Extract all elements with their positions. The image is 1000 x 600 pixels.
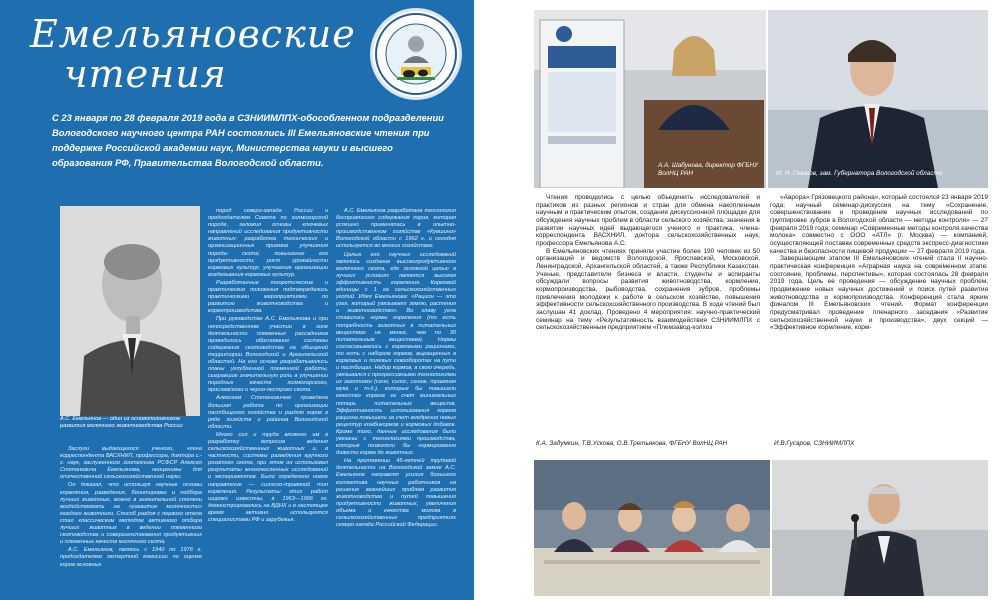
- photo-gusarov-image: [772, 460, 988, 596]
- left-col2-paragraph: Алексеем Степановичем проведена большая работа по организации пастбищного хозяйства и раздою коров в ряде хозяйств и районов Вологодской области.: [208, 395, 328, 430]
- photo-glazkov: [768, 10, 988, 188]
- left-col2-paragraph: Разработанные теоретические и практические положения подтверждались практическими мероприятиями по развитию животноводства и кормопроизводства.: [208, 279, 328, 315]
- photo-presidium: [534, 460, 770, 596]
- portrait-photo: [60, 206, 200, 416]
- lead-text: С 23 января по 28 февраля 2019 года в СЗНИИМЛПХ-обособленном подразделении Вологодского научного центра РАН состоялись III Емельяновские чтения при поддержке Российской академии наук, Министерства науки и высшего образования РФ, Правительства Вологодской области.: [52, 112, 444, 168]
- right-col2-paragraph: Завершающим этапом III Емельяновских чтений стала II научно-практическая конференция «Аграрная наука на современном этапе: состояние, проблемы, перспективы», которая состоялась 28 февраля 2019 года. Цель ее проведения — обсуждение научных проблем, продвижение новых научных достижений и поиск путей развития животноводства и кормопроизводства. Конференция стала ярким финалом III Емельяновских чтений. Формат конференции предусматривал проведение пленарного заседания «Развитие сельскохозяйственной науки и производства», двух секций — «Эффективное кормление, корм-: [770, 255, 988, 332]
- left-col2-paragraph: Много сил и труда вложено им в разработку вопросов ведения сельскохозяйственных животных и, в частности, системы разведения крупного рогатого скота, при этом он использовал результаты многочисленных исследований и экспериментов. Было определено новое направление — силосно-травяной тип кормления. Результаты этих работ широко известны, в 1963—1966 гг. демонстрировались на ВДНХ и в настоящее время активно используются специалистами РФ и зарубежья.: [208, 431, 328, 524]
- right-col2-paragraph: «Аврора» Грязовецкого района», который состоялся 23 января 2019 года; научный семинар-дискуссия на тему «Сохранение, совершенствование и проведение научных исследований по группировке зубров в Вологодской области — методы контроля» — 27 февраля 2019 года; семинар «Современные методы контроля качества молока» совместно с ООО «АТЛ» (г. Москва) — компанией, осуществляющей поставки современных средств экспресс-диагностики качества и безопасности пищевой продукции — 27 февраля 2019 года.: [770, 194, 988, 255]
- left-page: [0, 0, 474, 600]
- right-column-2: [770, 194, 988, 438]
- left-column-3: [336, 208, 456, 598]
- photo-presidium-image: [534, 460, 770, 596]
- photo-shabunova: [534, 10, 766, 188]
- photo-presidium-caption: К.А. Задумкин, Т.В.Ускова, О.В.Третьякова, ФГБНУ ВолНЦ РАН: [536, 440, 728, 447]
- lead-paragraph: [52, 110, 444, 170]
- left-column-2: [208, 208, 328, 598]
- institute-logo: [370, 8, 462, 100]
- left-col3-paragraph: Целью его научных исследований являлось создание высокопродуктивного молочного скота, где основной целью в лучших условиях является высокая эффективность кормления. Кормовой единицы с 1 га сельскохозяйственных угодий. Идея Емельянова: «Рацион — это узел, который увязывает землю, растения и животноводство». Во главу угла ставились нормы кормления (то есть потребность животных в питательных веществах не менее, чем по 30 питательным веществам). Нормы согласовывались с кормовыми рационами, то есть с набором кормов, выращенных в кормовых и полевых севооборотах на пути и пастбищах. Набор кормов, в свою очередь, увязывался с прогрессивными технологиями их заготовки (сено, силос, сенаж, травяная мука и т.д.), которые бы повышали качество кормов за счет минимальных потерь питательных веществ. Эффективность использования кормов рациона повышали за счет внедрения новых рецептур комбикормов и кормовых добавок. Кроме того, данные исследования были увязаны с технологиями производства, которые позволяли бы нормированно довести корма до животных.: [336, 251, 456, 457]
- portrait-caption: А.С. Емельянов — один из основоположников развития молочного животноводства России: [60, 416, 183, 430]
- logo-emblem-icon: [373, 11, 459, 97]
- right-col1-paragraph: В Емельяновских чтениях приняли участие более 190 человек из 50 организаций и ведомств Вологодской, Ярославской, Московской, Ленинградской, Архангельской областей, а также Республики Казахстан. Ученые, представители бизнеса и власти, студенты и аспиранты обсуждали вопросы развития животноводства, кормления, кормопроизводства, рыбоводства, сохранения зубров, проблемы привлечения молодежи к работе в сельском хозяйстве, повышения эффективности сельскохозяйственного производства. В ходе чтений был заслушан 41 доклад. Проведено 4 мероприятия: научно-практический семинар на тему «Результативность взаимодействия СЗНИИМЛПХ с сельскохозяйственным предприятием «Племзавод-колхоз: [536, 247, 760, 332]
- right-page: [474, 0, 1000, 600]
- photo-gusarov: [772, 460, 988, 596]
- photo-glazkov-caption: М. Н. Глазков, зам. Губернатора Вологодской области: [776, 170, 943, 177]
- left-col2-paragraph: При руководстве А.С. Емельянова и при непосредственном участии в зоне деятельности племенных рассадников проводилось обоснование системы содержания скотоводства на обширной территории Вологодской и Архангельской областей. На его основе разрабатывались планы углубленной племенной работы, сыгравшие значительную роль в улучшении породных качеств холмогорского, ярославского и черно-пестрого скота.: [208, 316, 328, 394]
- right-column-1: [536, 194, 760, 438]
- masthead-title-line2: чтения: [64, 52, 227, 96]
- left-col3-paragraph: На протяжении 45-летней трудовой деятельности на Вологодской земле А.С. Емельянов направлял усилия большого коллектива научных работников на решение важнейших проблем развития животноводства и путей повышения продуктивности животных, увеличения объема и качества молока в сельскохозяйственных предприятиях северо-запада Российской Федерации.: [336, 458, 456, 529]
- left-col1-paragraph: Он доказал, что используя научные основы кормления, разведения, бонитировки и подбора лучших животных, можно в значительной степени воздействовать на «развитие молочности» каждого животного. Способ раздоя с первого отела стал классическим методом активного отбора лучших животных в ведении племенного скотоводства и совершенствования продуктивных и племенных качеств молочного скота.: [60, 482, 202, 546]
- photo-glazkov-image: [768, 10, 988, 188]
- left-col2-paragraph: пород северо-запада России и председателем Совета по холмогорской породе, заложил основы ключевых направлений исследования продуктивности животных: разработка технических и организационных приемов улучшения породы скота; повышение его продуктивности; рост урожайности кормовых культур; улучшение организации воздельвания кормовых культур.: [208, 208, 328, 278]
- photo-shabunova-caption: А.А. Шабунова, директор ФГБНУ ВолНЦ РАН: [658, 162, 759, 177]
- left-column-1: [60, 446, 202, 598]
- right-col1-paragraph: Чтения проводились с целью объединить исследователей и практиков из разных регионов и стран для обмена накопленным научным и практическим опытом, создания дискуссионной площадки для обсуждения научных проблем в области сельского хозяйства, значения в развитии научных идей выдающегося ученого и практика, члена-корреспондента ВАСХНИЛ, доктора сельскохозяйственных наук, профессора Емельянова А.С.: [536, 194, 760, 247]
- portrait-image: [60, 206, 200, 416]
- left-col3-paragraph: А.С. Емельянов разработана технология беспривязного содержания коров, которая успешно применялась в опытно-производственном хозяйстве «Кувшино» Вологодской области с 1962 г. и сегодня используется во многих хозяйствах.: [336, 208, 456, 250]
- masthead-title-line1: Емельяновские: [30, 12, 356, 56]
- left-col1-paragraph: Заслуги выдающегося ученого, члена корреспондента ВАСХНИЛ, профессора, доктора с.-х. наук, заслуженного зоотехника РСФСР Алексея Степановича Емельянова, неоценимы для отечественной сельскохозяйственной науки.: [60, 446, 202, 481]
- photo-gusarov-caption: И.В.Гусаров, СЗНИИМЛПХ: [774, 440, 855, 447]
- masthead-title: [30, 14, 360, 94]
- left-col1-paragraph: А.С. Емельянов, являясь с 1940 по 1976 г. председателем экспертной комиссии по оценке коров основных: [60, 547, 202, 568]
